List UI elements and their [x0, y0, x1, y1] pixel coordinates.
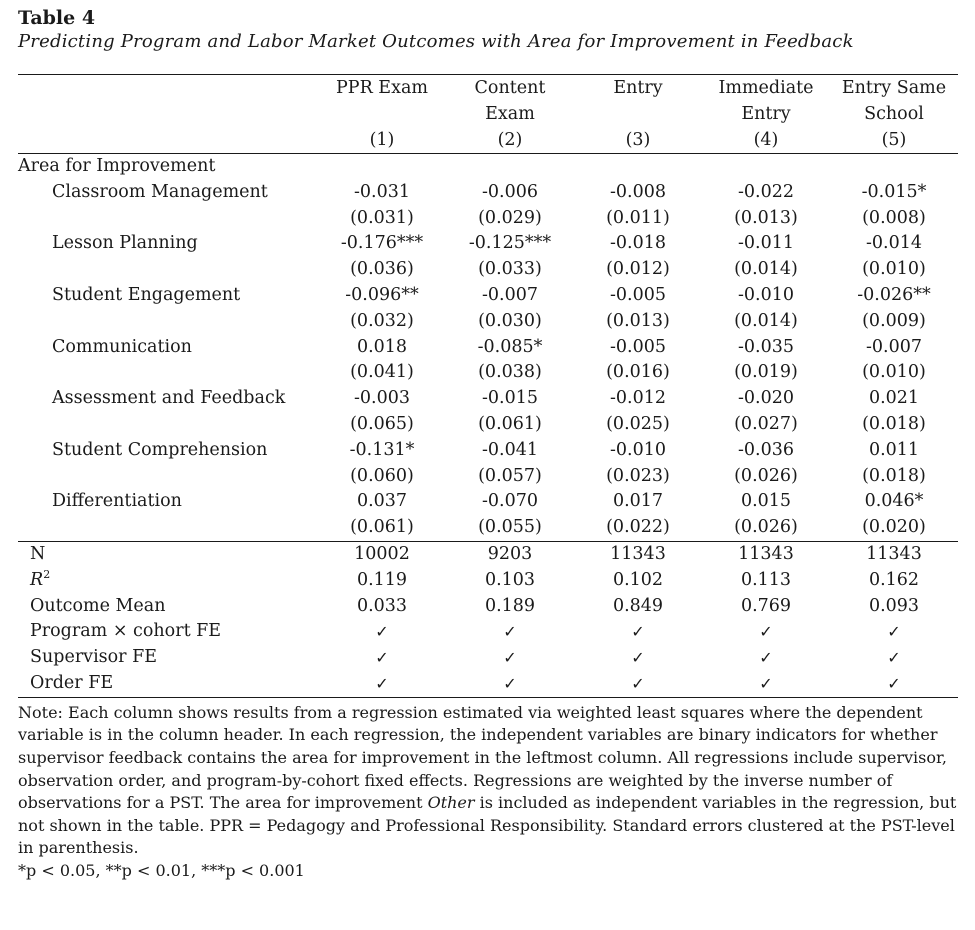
se-row [18, 464, 958, 490]
row-label: Assessment and Feedback [52, 388, 286, 409]
column-header: Entry [613, 78, 663, 98]
coef-cell: -0.010 [737, 284, 794, 305]
coef-cell: -0.018 [609, 233, 666, 254]
coef-cell: -0.131* [349, 439, 415, 460]
stat-cell: 0.102 [612, 569, 664, 590]
note-italic: Other [427, 793, 475, 813]
section-title: Area for Improvement [18, 156, 216, 176]
checkmark-icon: ✓ [631, 622, 645, 642]
column-number: (1) [369, 130, 395, 150]
fe-row [18, 645, 958, 671]
stat-row-r2 [18, 568, 958, 594]
checkmark-icon: ✓ [759, 648, 773, 668]
stat-cell: 11343 [610, 543, 666, 564]
coef-cell: 0.037 [356, 491, 408, 512]
table-container [18, 6, 958, 882]
coef-row [18, 489, 958, 515]
coef-cell: -0.007 [865, 336, 922, 357]
note-part-2: is included as independent variables in the regression, but not shown in the table. PPR = Pedagogy and Professional Responsibility. Standard errors clustered at the PST-level in parenthesis. [18, 793, 957, 858]
coef-cell: -0.006 [481, 181, 538, 202]
header-row-2 [18, 101, 958, 127]
fe-label: Supervisor FE [30, 647, 158, 668]
stat-label [18, 568, 318, 594]
fe-label: Program × cohort FE [30, 621, 222, 642]
stat-cell: 0.093 [868, 595, 920, 616]
stat-cell: 0.103 [484, 569, 536, 590]
table-notes [18, 702, 958, 882]
note-part-1: Note: Each column shows results from a regression estimated via weighted least squares where the dependent variable is in the column header. In each regression, the independent variables are binary indicators for whether supervisor feedback contains the area for improvement in the leftmost column. All regressions include supervisor, observation order, and program-by-cohort fixed effects. Regressions are weighted by the inverse number of observations for a PST. The area for improvement [18, 702, 947, 813]
column-header: Entry Same [841, 78, 947, 98]
row-label: Communication [52, 336, 192, 357]
se-cell: (0.010) [862, 362, 926, 383]
coef-cell: -0.125*** [468, 233, 552, 254]
se-cell: (0.012) [606, 259, 670, 280]
coef-cell: 0.021 [868, 388, 920, 409]
header-stub [18, 75, 318, 102]
se-cell: (0.041) [350, 362, 414, 383]
coef-cell: -0.008 [609, 181, 666, 202]
coef-cell: -0.036 [737, 439, 794, 460]
checkmark-icon: ✓ [631, 648, 645, 668]
se-cell: (0.019) [734, 362, 798, 383]
coef-row [18, 386, 958, 412]
coef-cell: 0.046* [864, 491, 924, 512]
coef-row [18, 438, 958, 464]
se-cell: (0.032) [350, 310, 414, 331]
stat-cell: 0.033 [356, 595, 408, 616]
stat-row-mean [18, 594, 958, 620]
se-cell: (0.023) [606, 465, 670, 486]
coef-cell: -0.022 [737, 181, 794, 202]
se-cell: (0.013) [734, 207, 798, 228]
se-cell: (0.011) [606, 207, 670, 228]
r2-base: R [30, 569, 44, 590]
coef-cell: -0.005 [609, 284, 666, 305]
regression-table [18, 74, 958, 698]
checkmark-icon: ✓ [503, 648, 517, 668]
coef-row [18, 231, 958, 257]
fe-label: Order FE [30, 672, 114, 693]
checkmark-icon: ✓ [887, 648, 901, 668]
coef-cell: -0.005 [609, 336, 666, 357]
stat-row-n [18, 541, 958, 567]
se-cell: (0.020) [862, 517, 926, 538]
header-row-1 [18, 75, 958, 102]
coef-cell: -0.176*** [340, 233, 424, 254]
se-cell: (0.008) [862, 207, 926, 228]
table-number: Table 4 [18, 7, 96, 29]
se-cell: (0.009) [862, 310, 926, 331]
se-cell: (0.026) [734, 517, 798, 538]
checkmark-icon: ✓ [503, 673, 517, 693]
coef-cell: -0.012 [609, 388, 666, 409]
fe-row [18, 671, 958, 697]
se-cell: (0.061) [350, 517, 414, 538]
stat-cell: 0.849 [612, 595, 664, 616]
coef-row [18, 335, 958, 361]
checkmark-icon: ✓ [375, 648, 389, 668]
se-row [18, 412, 958, 438]
stat-cell: 0.119 [356, 569, 408, 590]
column-header: PPR Exam [336, 78, 428, 98]
fe-row [18, 619, 958, 645]
column-number: (5) [881, 130, 907, 150]
coef-row [18, 283, 958, 309]
coef-cell: -0.041 [481, 439, 538, 460]
se-cell: (0.060) [350, 465, 414, 486]
checkmark-icon: ✓ [887, 622, 901, 642]
se-cell: (0.036) [350, 259, 414, 280]
row-label: Student Comprehension [52, 439, 268, 460]
se-cell: (0.022) [606, 517, 670, 538]
column-number: (4) [753, 130, 779, 150]
se-cell: (0.029) [478, 207, 542, 228]
coef-cell: 0.015 [740, 491, 792, 512]
column-header: School [864, 104, 924, 124]
coef-cell: -0.015 [481, 388, 538, 409]
significance-legend: *p < 0.05, **p < 0.01, ***p < 0.001 [18, 860, 305, 880]
stat-cell: 9203 [487, 543, 533, 564]
se-row [18, 515, 958, 541]
se-cell: (0.033) [478, 259, 542, 280]
checkmark-icon: ✓ [375, 673, 389, 693]
coef-cell: -0.003 [353, 388, 410, 409]
coef-cell: -0.031 [353, 181, 410, 202]
column-header: Immediate [718, 78, 814, 98]
se-cell: (0.018) [862, 413, 926, 434]
se-cell: (0.010) [862, 259, 926, 280]
se-row [18, 309, 958, 335]
checkmark-icon: ✓ [887, 673, 901, 693]
coef-cell: 0.011 [868, 439, 920, 460]
coef-cell: -0.015* [861, 181, 927, 202]
note-text [18, 702, 958, 860]
column-header [574, 101, 702, 127]
stat-cell: 0.113 [740, 569, 792, 590]
checkmark-icon: ✓ [759, 673, 773, 693]
checkmark-icon: ✓ [503, 622, 517, 642]
coef-cell: -0.011 [737, 233, 794, 254]
row-label: Differentiation [52, 491, 182, 512]
se-cell: (0.055) [478, 517, 542, 538]
coef-cell: -0.085* [477, 336, 543, 357]
column-header [318, 101, 446, 127]
se-row [18, 206, 958, 232]
r2-sup: 2 [43, 567, 51, 581]
se-cell: (0.026) [734, 465, 798, 486]
coef-cell: -0.096** [345, 284, 419, 305]
coef-cell: -0.020 [737, 388, 794, 409]
checkmark-icon: ✓ [631, 673, 645, 693]
se-cell: (0.016) [606, 362, 670, 383]
stat-cell: 11343 [738, 543, 794, 564]
coef-cell: -0.070 [481, 491, 538, 512]
se-cell: (0.025) [606, 413, 670, 434]
column-header: Content [474, 78, 546, 98]
coef-cell: -0.014 [865, 233, 922, 254]
se-row [18, 360, 958, 386]
se-cell: (0.027) [734, 413, 798, 434]
se-cell: (0.014) [734, 259, 798, 280]
coef-cell: -0.007 [481, 284, 538, 305]
stat-cell: 0.769 [740, 595, 792, 616]
se-cell: (0.018) [862, 465, 926, 486]
se-cell: (0.014) [734, 310, 798, 331]
coef-cell: 0.017 [612, 491, 664, 512]
row-label: Student Engagement [52, 284, 241, 305]
coef-cell: -0.026** [857, 284, 931, 305]
se-cell: (0.057) [478, 465, 542, 486]
se-cell: (0.031) [350, 207, 414, 228]
coef-cell: -0.010 [609, 439, 666, 460]
se-cell: (0.013) [606, 310, 670, 331]
column-number: (2) [497, 130, 523, 150]
column-number: (3) [625, 130, 651, 150]
stat-cell: 11343 [866, 543, 922, 564]
column-header: Exam [485, 104, 535, 124]
stat-cell: 0.189 [484, 595, 536, 616]
stat-cell: 10002 [354, 543, 410, 564]
se-row [18, 257, 958, 283]
stat-label: N [30, 543, 46, 564]
se-cell: (0.030) [478, 310, 542, 331]
section-row [18, 154, 958, 180]
coef-cell: -0.035 [737, 336, 794, 357]
row-label: Lesson Planning [52, 233, 198, 254]
checkmark-icon: ✓ [759, 622, 773, 642]
coef-cell: 0.018 [356, 336, 408, 357]
coef-row [18, 180, 958, 206]
checkmark-icon: ✓ [375, 622, 389, 642]
row-label: Classroom Management [52, 181, 268, 202]
se-cell: (0.065) [350, 413, 414, 434]
se-cell: (0.061) [478, 413, 542, 434]
table-caption: Predicting Program and Labor Market Outcomes with Area for Improvement in Feedback [18, 31, 854, 52]
se-cell: (0.038) [478, 362, 542, 383]
stat-cell: 0.162 [868, 569, 920, 590]
header-row-numbers [18, 127, 958, 154]
stat-label: Outcome Mean [30, 595, 166, 616]
column-header: Entry [741, 104, 791, 124]
